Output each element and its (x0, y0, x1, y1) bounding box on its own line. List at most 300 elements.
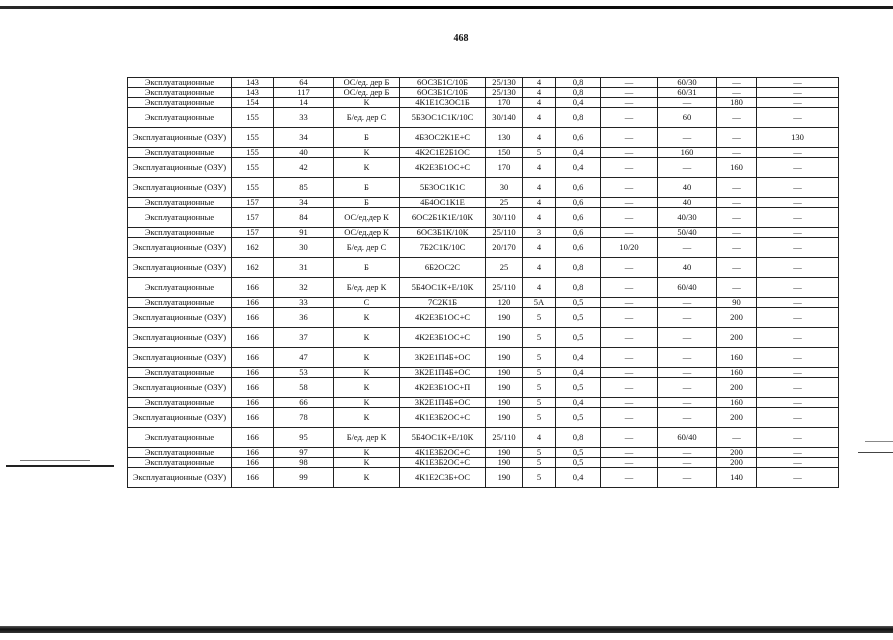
cell-class: 5 (523, 378, 556, 398)
cell-density: 0,5 (556, 458, 601, 468)
cell-composition: 4К2Е3Б1ОС+П (400, 378, 486, 398)
table-row (128, 298, 839, 308)
cell-col11: — (717, 88, 757, 98)
cell-col12: — (757, 368, 839, 378)
cell-economy: Б/ед. дер К (334, 278, 400, 298)
cell-economy: К (334, 328, 400, 348)
scan-top-border (0, 6, 893, 9)
cell-plot: 64 (274, 78, 334, 88)
table-row (128, 158, 839, 178)
cell-col12: — (757, 428, 839, 448)
cell-economy: К (334, 448, 400, 458)
cell-density: 0,8 (556, 278, 601, 298)
cell-class: 3 (523, 228, 556, 238)
cell-col9: — (601, 158, 658, 178)
cell-composition: 4К1Е1С3ОС1Б (400, 98, 486, 108)
cell-quarter: 155 (232, 158, 274, 178)
cell-class: 4 (523, 208, 556, 228)
cell-age: 190 (486, 368, 523, 378)
cell-composition: 5Б4ОС1К+Е/10К (400, 428, 486, 448)
cell-composition: 4Б4ОС1К1Е (400, 198, 486, 208)
table-row (128, 178, 839, 198)
cell-class: 5 (523, 328, 556, 348)
cell-col10: 60/40 (658, 278, 717, 298)
cell-category: Эксплуатационные (128, 278, 232, 298)
cell-class: 4 (523, 178, 556, 198)
cell-composition: 4К1Е3Б2ОС+С (400, 448, 486, 458)
cell-plot: 42 (274, 158, 334, 178)
cell-quarter: 155 (232, 148, 274, 158)
cell-category: Эксплуатационные (ОЗУ) (128, 328, 232, 348)
cell-density: 0,4 (556, 348, 601, 368)
cell-col11: — (717, 128, 757, 148)
cell-composition: 4К1Е3Б2ОС+С (400, 458, 486, 468)
cell-col10: 40/30 (658, 208, 717, 228)
cell-col11: 140 (717, 468, 757, 488)
cell-col11: — (717, 428, 757, 448)
cell-category: Эксплуатационные (ОЗУ) (128, 258, 232, 278)
cell-quarter: 155 (232, 128, 274, 148)
cell-plot: 91 (274, 228, 334, 238)
cell-density: 0,6 (556, 128, 601, 148)
cell-plot: 97 (274, 448, 334, 458)
cell-col12: — (757, 408, 839, 428)
cell-col9: — (601, 98, 658, 108)
cell-quarter: 166 (232, 408, 274, 428)
cell-col9: — (601, 448, 658, 458)
cell-col9: — (601, 328, 658, 348)
cell-plot: 30 (274, 238, 334, 258)
cell-col11: — (717, 278, 757, 298)
cell-plot: 53 (274, 368, 334, 378)
cell-category: Эксплуатационные (128, 108, 232, 128)
table-row (128, 238, 839, 258)
cell-col9: — (601, 468, 658, 488)
cell-class: 4 (523, 278, 556, 298)
cell-quarter: 166 (232, 368, 274, 378)
cell-age: 25/110 (486, 228, 523, 238)
cell-quarter: 157 (232, 228, 274, 238)
cell-col12: — (757, 448, 839, 458)
cell-density: 0,5 (556, 328, 601, 348)
cell-col10: — (658, 328, 717, 348)
cell-plot: 47 (274, 348, 334, 368)
cell-col9: — (601, 208, 658, 228)
table-row (128, 458, 839, 468)
cell-quarter: 157 (232, 198, 274, 208)
cell-col11: 160 (717, 368, 757, 378)
scan-artifact-left (20, 460, 90, 461)
cell-economy: Б (334, 178, 400, 198)
cell-category: Эксплуатационные (128, 198, 232, 208)
cell-col11: 200 (717, 458, 757, 468)
cell-quarter: 166 (232, 278, 274, 298)
cell-category: Эксплуатационные (128, 458, 232, 468)
table-row (128, 198, 839, 208)
cell-col12: — (757, 298, 839, 308)
cell-composition: 4К1Е3Б2ОС+С (400, 408, 486, 428)
cell-col9: — (601, 428, 658, 448)
cell-quarter: 166 (232, 298, 274, 308)
table-row (128, 258, 839, 278)
cell-class: 4 (523, 88, 556, 98)
cell-density: 0,5 (556, 448, 601, 458)
cell-quarter: 157 (232, 208, 274, 228)
cell-col12: — (757, 108, 839, 128)
cell-col9: — (601, 178, 658, 198)
cell-col11: — (717, 178, 757, 198)
table-row (128, 228, 839, 238)
cell-col12: — (757, 258, 839, 278)
cell-category: Эксплуатационные (ОЗУ) (128, 408, 232, 428)
cell-col9: — (601, 398, 658, 408)
cell-quarter: 155 (232, 108, 274, 128)
cell-col11: 180 (717, 98, 757, 108)
cell-col10: 40 (658, 178, 717, 198)
table-row (128, 428, 839, 448)
cell-plot: 37 (274, 328, 334, 348)
cell-age: 170 (486, 158, 523, 178)
table-row (128, 308, 839, 328)
cell-col11: 160 (717, 348, 757, 368)
cell-composition: 7С2К1Б (400, 298, 486, 308)
cell-col12: — (757, 278, 839, 298)
cell-col12: — (757, 458, 839, 468)
cell-quarter: 166 (232, 378, 274, 398)
cell-col11: — (717, 258, 757, 278)
cell-density: 0,8 (556, 258, 601, 278)
cell-col11: 160 (717, 158, 757, 178)
table-row (128, 368, 839, 378)
cell-economy: К (334, 378, 400, 398)
cell-economy: К (334, 98, 400, 108)
table-row (128, 88, 839, 98)
scan-artifact-right (858, 452, 893, 453)
cell-density: 0,4 (556, 158, 601, 178)
table-row (128, 108, 839, 128)
cell-col11: 90 (717, 298, 757, 308)
cell-col12: — (757, 378, 839, 398)
cell-quarter: 166 (232, 398, 274, 408)
cell-category: Эксплуатационные (128, 298, 232, 308)
cell-col12: — (757, 208, 839, 228)
table-row (128, 448, 839, 458)
cell-col10: — (658, 458, 717, 468)
cell-quarter: 166 (232, 448, 274, 458)
cell-col11: 200 (717, 408, 757, 428)
cell-economy: Б (334, 198, 400, 208)
cell-col11: — (717, 148, 757, 158)
scan-artifact-left (6, 465, 114, 467)
cell-economy: К (334, 458, 400, 468)
cell-economy: ОС/ед. дер Б (334, 78, 400, 88)
cell-col10: — (658, 448, 717, 458)
cell-col12: 130 (757, 128, 839, 148)
cell-quarter: 166 (232, 328, 274, 348)
cell-age: 25 (486, 198, 523, 208)
cell-density: 0,8 (556, 78, 601, 88)
cell-col10: 60/40 (658, 428, 717, 448)
cell-col10: 60/30 (658, 78, 717, 88)
cell-col11: 200 (717, 308, 757, 328)
cell-plot: 78 (274, 408, 334, 428)
cell-density: 0,6 (556, 238, 601, 258)
cell-quarter: 143 (232, 78, 274, 88)
cell-col11: — (717, 108, 757, 128)
cell-age: 190 (486, 378, 523, 398)
cell-category: Эксплуатационные (128, 148, 232, 158)
cell-col11: 200 (717, 448, 757, 458)
cell-col10: 60 (658, 108, 717, 128)
cell-quarter: 143 (232, 88, 274, 98)
cell-col10: — (658, 368, 717, 378)
cell-composition: 4К2Е3Б1ОС+С (400, 328, 486, 348)
cell-col12: — (757, 178, 839, 198)
cell-quarter: 166 (232, 428, 274, 448)
cell-col9: — (601, 198, 658, 208)
cell-category: Эксплуатационные (128, 428, 232, 448)
cell-economy: К (334, 398, 400, 408)
cell-economy: К (334, 158, 400, 178)
cell-economy: Б/ед. дер С (334, 238, 400, 258)
cell-col10: — (658, 238, 717, 258)
cell-age: 30/110 (486, 208, 523, 228)
cell-class: 5 (523, 468, 556, 488)
cell-class: 5 (523, 458, 556, 468)
cell-col10: 50/40 (658, 228, 717, 238)
cell-age: 190 (486, 308, 523, 328)
cell-age: 190 (486, 408, 523, 428)
cell-category: Эксплуатационные (128, 88, 232, 98)
cell-col12: — (757, 398, 839, 408)
cell-age: 25/110 (486, 428, 523, 448)
cell-col9: — (601, 408, 658, 428)
cell-col12: — (757, 198, 839, 208)
cell-plot: 85 (274, 178, 334, 198)
cell-col9: — (601, 148, 658, 158)
cell-plot: 66 (274, 398, 334, 408)
cell-composition: 6ОС2Б1К1Е/10К (400, 208, 486, 228)
cell-class: 4 (523, 128, 556, 148)
cell-col12: — (757, 98, 839, 108)
cell-composition: 3К2Е1П4Б+ОС (400, 368, 486, 378)
cell-composition: 4К1Е2С3Б+ОС (400, 468, 486, 488)
cell-col12: — (757, 228, 839, 238)
cell-economy: Б (334, 258, 400, 278)
cell-economy: К (334, 308, 400, 328)
cell-plot: 84 (274, 208, 334, 228)
cell-economy: К (334, 368, 400, 378)
cell-economy: К (334, 408, 400, 428)
cell-economy: К (334, 148, 400, 158)
cell-col11: 200 (717, 328, 757, 348)
cell-quarter: 162 (232, 238, 274, 258)
cell-density: 0,5 (556, 308, 601, 328)
cell-class: 5А (523, 298, 556, 308)
cell-composition: 4К2Е3Б1ОС+С (400, 308, 486, 328)
cell-col10: 60/31 (658, 88, 717, 98)
cell-category: Эксплуатационные (ОЗУ) (128, 238, 232, 258)
cell-age: 25/110 (486, 278, 523, 298)
cell-col10: — (658, 158, 717, 178)
cell-quarter: 154 (232, 98, 274, 108)
cell-col12: — (757, 348, 839, 368)
cell-col10: — (658, 298, 717, 308)
cell-density: 0,8 (556, 88, 601, 98)
cell-plot: 34 (274, 128, 334, 148)
cell-age: 20/170 (486, 238, 523, 258)
cell-col9: — (601, 108, 658, 128)
table-row (128, 328, 839, 348)
cell-class: 4 (523, 238, 556, 258)
table-row (128, 208, 839, 228)
table-row (128, 468, 839, 488)
cell-col9: 10/20 (601, 238, 658, 258)
cell-class: 5 (523, 368, 556, 378)
cell-composition: 3К2Е1П4Б+ОС (400, 348, 486, 368)
cell-category: Эксплуатационные (ОЗУ) (128, 378, 232, 398)
table-row (128, 98, 839, 108)
cell-plot: 36 (274, 308, 334, 328)
cell-col9: — (601, 378, 658, 398)
cell-plot: 95 (274, 428, 334, 448)
cell-class: 4 (523, 78, 556, 88)
cell-col9: — (601, 278, 658, 298)
cell-age: 190 (486, 348, 523, 368)
cell-age: 190 (486, 458, 523, 468)
cell-class: 4 (523, 108, 556, 128)
cell-category: Эксплуатационные (ОЗУ) (128, 128, 232, 148)
cell-age: 190 (486, 328, 523, 348)
cell-quarter: 155 (232, 178, 274, 198)
table-row (128, 378, 839, 398)
cell-category: Эксплуатационные (ОЗУ) (128, 158, 232, 178)
cell-age: 25 (486, 258, 523, 278)
cell-col10: — (658, 398, 717, 408)
cell-col9: — (601, 348, 658, 368)
cell-plot: 58 (274, 378, 334, 398)
cell-col9: — (601, 258, 658, 278)
cell-composition: 6ОС3Б1С/10Б (400, 88, 486, 98)
cell-economy: Б (334, 128, 400, 148)
cell-age: 170 (486, 98, 523, 108)
cell-composition: 5Б3ОС1К1С (400, 178, 486, 198)
cell-economy: ОС/ед.дер К (334, 208, 400, 228)
cell-category: Эксплуатационные (ОЗУ) (128, 468, 232, 488)
cell-composition: 4К2Е3Б1ОС+С (400, 158, 486, 178)
cell-economy: К (334, 468, 400, 488)
cell-col12: — (757, 238, 839, 258)
cell-class: 5 (523, 348, 556, 368)
cell-age: 120 (486, 298, 523, 308)
cell-density: 0,5 (556, 408, 601, 428)
cell-col9: — (601, 308, 658, 328)
cell-density: 0,6 (556, 198, 601, 208)
table-row (128, 128, 839, 148)
cell-plot: 117 (274, 88, 334, 98)
cell-col10: — (658, 408, 717, 428)
cell-col9: — (601, 88, 658, 98)
cell-col9: — (601, 368, 658, 378)
cell-density: 0,4 (556, 148, 601, 158)
cell-col11: — (717, 78, 757, 88)
cell-col9: — (601, 458, 658, 468)
cell-quarter: 166 (232, 468, 274, 488)
cell-col10: — (658, 348, 717, 368)
cell-density: 0,4 (556, 468, 601, 488)
cell-class: 4 (523, 198, 556, 208)
cell-economy: С (334, 298, 400, 308)
cell-quarter: 166 (232, 308, 274, 328)
cell-age: 30/140 (486, 108, 523, 128)
cell-col12: — (757, 308, 839, 328)
cell-plot: 99 (274, 468, 334, 488)
cell-col12: — (757, 88, 839, 98)
cell-density: 0,8 (556, 428, 601, 448)
cell-category: Эксплуатационные (128, 368, 232, 378)
cell-age: 30 (486, 178, 523, 198)
table-row (128, 78, 839, 88)
cell-category: Эксплуатационные (128, 208, 232, 228)
cell-plot: 33 (274, 108, 334, 128)
cell-class: 4 (523, 158, 556, 178)
cell-plot: 31 (274, 258, 334, 278)
cell-col12: — (757, 328, 839, 348)
cell-col10: 40 (658, 198, 717, 208)
cell-age: 150 (486, 148, 523, 158)
cell-category: Эксплуатационные (128, 448, 232, 458)
cell-composition: 5Б4ОС1К+Е/10К (400, 278, 486, 298)
cell-density: 0,6 (556, 228, 601, 238)
cell-category: Эксплуатационные (ОЗУ) (128, 178, 232, 198)
cell-quarter: 166 (232, 348, 274, 368)
cell-economy: Б/ед. дер К (334, 428, 400, 448)
cell-category: Эксплуатационные (ОЗУ) (128, 348, 232, 368)
cell-col12: — (757, 158, 839, 178)
cell-class: 4 (523, 428, 556, 448)
cell-plot: 33 (274, 298, 334, 308)
cell-age: 190 (486, 468, 523, 488)
cell-class: 4 (523, 258, 556, 278)
cell-age: 130 (486, 128, 523, 148)
cell-age: 25/130 (486, 88, 523, 98)
cell-category: Эксплуатационные (ОЗУ) (128, 308, 232, 328)
cell-composition: 7Б2С1К/10С (400, 238, 486, 258)
cell-plot: 98 (274, 458, 334, 468)
cell-col12: — (757, 468, 839, 488)
cell-plot: 32 (274, 278, 334, 298)
cell-economy: К (334, 348, 400, 368)
scan-artifact-right (865, 441, 893, 442)
cell-col11: — (717, 238, 757, 258)
cell-composition: 4Б3ОС2К1Е+С (400, 128, 486, 148)
cell-plot: 40 (274, 148, 334, 158)
cell-composition: 6ОС3Б1К/10К (400, 228, 486, 238)
table-row (128, 348, 839, 368)
cell-economy: ОС/ед. дер Б (334, 88, 400, 98)
cell-category: Эксплуатационные (128, 228, 232, 238)
cell-economy: ОС/ед.дер К (334, 228, 400, 238)
cell-density: 0,8 (556, 108, 601, 128)
cell-density: 0,4 (556, 98, 601, 108)
cell-composition: 6ОС3Б1С/10Б (400, 78, 486, 88)
cell-col9: — (601, 298, 658, 308)
cell-col10: 160 (658, 148, 717, 158)
cell-composition: 3К2Е1П4Б+ОС (400, 398, 486, 408)
cell-col10: — (658, 468, 717, 488)
page-number: 468 (453, 33, 469, 44)
cell-density: 0,6 (556, 208, 601, 228)
